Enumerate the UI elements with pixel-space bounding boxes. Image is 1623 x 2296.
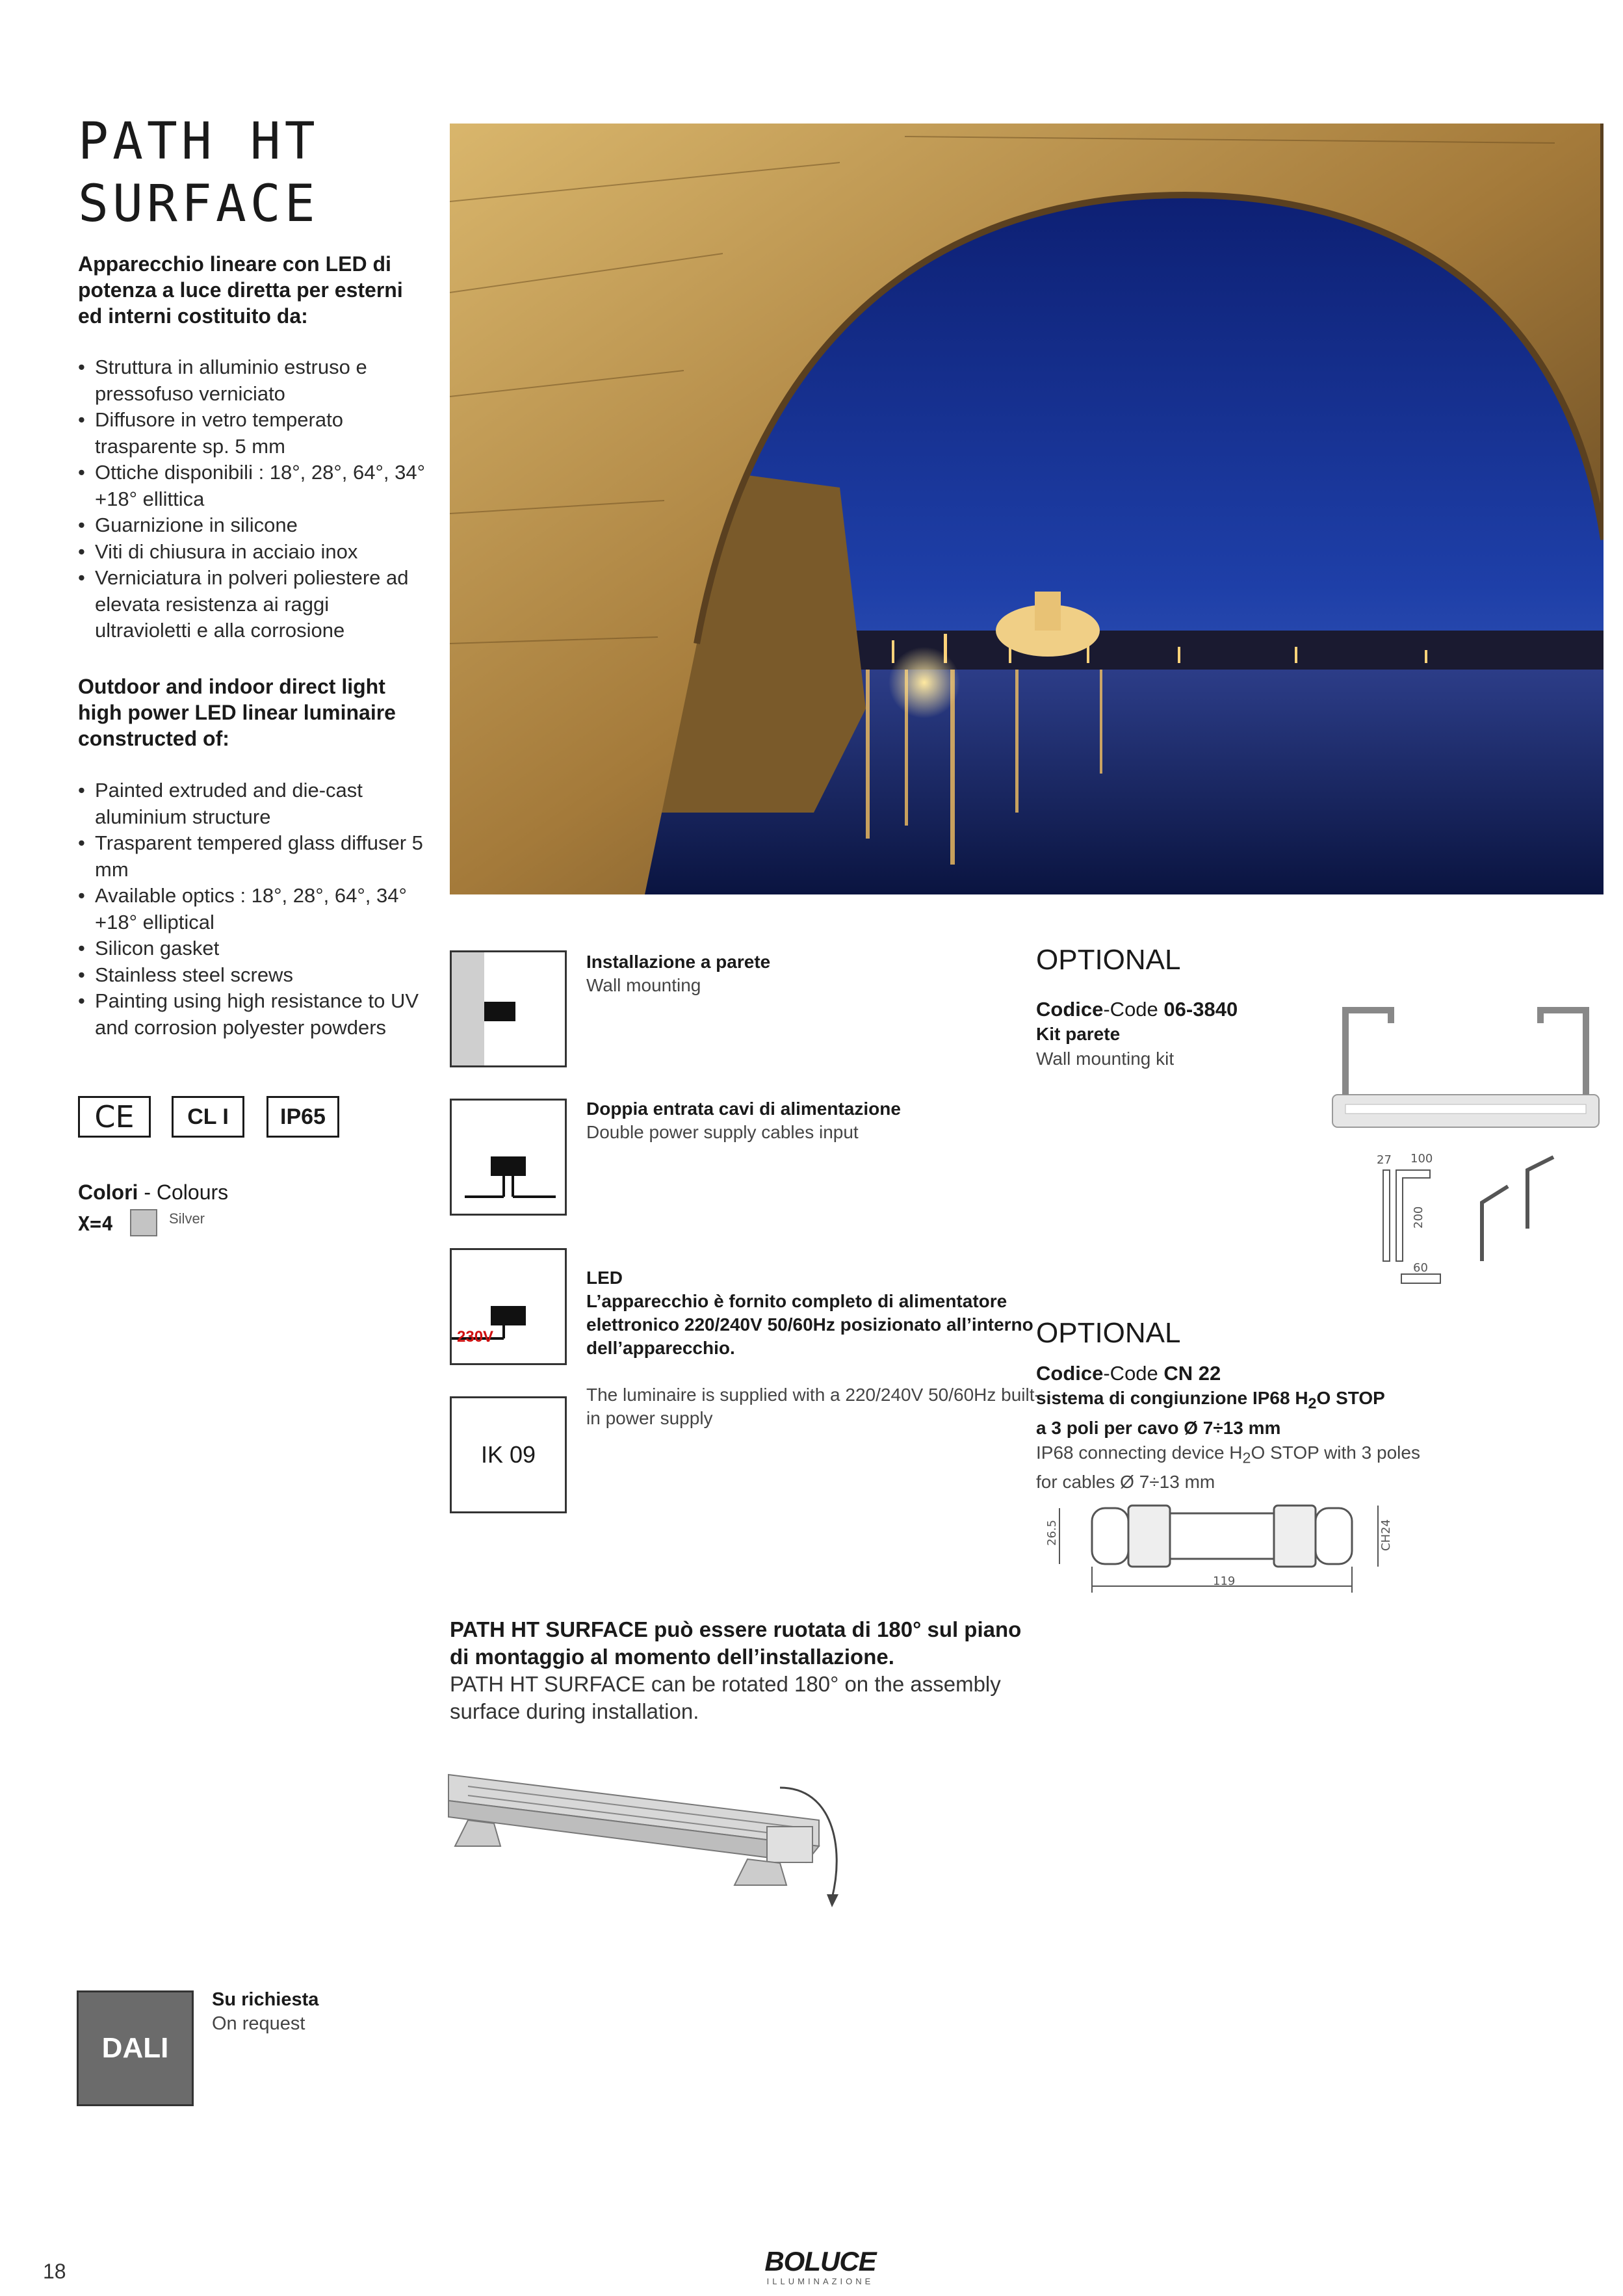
page-number: 18: [43, 2260, 66, 2283]
brand-subtitle: ILLUMINAZIONE: [766, 2276, 874, 2286]
optional-1-name-it: Kit parete: [1036, 1024, 1121, 1044]
connector-drawing: [1033, 1495, 1410, 1599]
dali-on-request-en: On request: [212, 2013, 305, 2034]
rotation-note-en: PATH HT SURFACE can be rotated 180° on the assembly surface during installation.: [450, 1672, 1001, 1723]
ce-mark: CE: [78, 1096, 151, 1138]
dali-on-request: [212, 1988, 318, 2036]
bullet-en-6: • Painting using high resistance to UV and corrosion polyester powders: [78, 988, 429, 1041]
optional-1-code-label-en: -Code: [1103, 998, 1158, 1021]
feature-wall-mounting: [586, 950, 1041, 997]
optional-2-code-label-en: -Code: [1103, 1362, 1158, 1385]
optional-1-heading: OPTIONAL: [1036, 944, 1181, 976]
voltage-label: 230V: [457, 1328, 494, 1346]
feature-3-en: The luminaire is supplied with a 220/240V 50/60Hz built-in power supply: [586, 1385, 1041, 1428]
bullet-en-1: • Painted extruded and die-cast aluminium structure: [78, 777, 429, 830]
dim-119: 119: [1213, 1574, 1236, 1588]
dim-27: 27: [1377, 1153, 1392, 1167]
title-line-1: PATH HT: [78, 112, 319, 171]
bullet-en-4: • Silicon gasket: [78, 935, 429, 962]
feature-led: [586, 1243, 1041, 1454]
bullet-en-2: • Trasparent tempered glass diffuser 5 mm: [78, 830, 429, 883]
optional-2-code-label-it: Codice: [1036, 1362, 1104, 1385]
wall-kit-dimensions-drawing: [1371, 1144, 1566, 1294]
feature-2-it: Doppia entrata cavi di alimentazione: [586, 1099, 901, 1119]
feature-2-en: Double power supply cables input: [586, 1122, 859, 1142]
colours-label-en: Colours: [156, 1181, 229, 1204]
bullet-it-3: • Ottiche disponibili : 18°, 28°, 64°, 34°+18° ellittica: [78, 460, 429, 512]
bullet-en-5: • Stainless steel screws: [78, 962, 429, 989]
wall-kit-image: [1319, 997, 1612, 1140]
optional-2-desc-it-line1: sistema di congiunzione IP68 $H_2O$ STOP: [1036, 1388, 1385, 1412]
optional-1-info: [1036, 997, 1309, 1071]
feature-1-it: Installazione a parete: [586, 952, 771, 972]
dim-26-5: 26.5: [1045, 1519, 1059, 1546]
intro-italian: Apparecchio lineare con LED di potenza a luce diretta per esterni ed interni costituito da:: [78, 252, 403, 328]
optional-1-name-en: Wall mounting kit: [1036, 1049, 1175, 1069]
colour-swatch: [130, 1209, 157, 1236]
optional-2-desc-it-line2: a 3 poli per cavo Ø 7÷13 mm: [1036, 1417, 1281, 1438]
feature-3-it: LED L’apparecchio è fornito completo di alimentatore elettronico 220/240V 50/60Hz posizionato all’interno dell’apparecchio.: [586, 1268, 1033, 1358]
dim-100: 100: [1410, 1152, 1433, 1166]
ik-rating-icon: IK 09: [450, 1396, 567, 1513]
optional-2-desc-en-line1: IP68 connecting device $H_2O$ STOP with 3 poles: [1036, 1442, 1420, 1467]
bullet-it-1: • Struttura in alluminio estruso e pressofuso verniciato: [78, 354, 429, 407]
dim-60: 60: [1413, 1261, 1428, 1275]
optional-1-code-label-it: Codice: [1036, 998, 1104, 1021]
double-cable-input-icon: [450, 1099, 567, 1216]
product-title: [78, 111, 319, 235]
class-badge: CL I: [172, 1096, 244, 1138]
optional-2-heading: OPTIONAL: [1036, 1317, 1181, 1349]
colour-code: X=4: [78, 1213, 114, 1236]
bullet-en-3: • Available optics : 18°, 28°, 64°, 34°+18° elliptical: [78, 883, 429, 935]
optional-2-desc-en-line2: for cables Ø 7÷13 mm: [1036, 1472, 1215, 1493]
bullet-it-2: • Diffusore in vetro temperato trasparente sp. 5 mm: [78, 407, 429, 460]
dim-ch24: CH24: [1379, 1519, 1393, 1551]
bullet-it-5: • Viti di chiusura in acciaio inox: [78, 539, 429, 566]
optional-2-info: [1036, 1361, 1478, 1494]
optional-2-code: CN 22: [1163, 1362, 1221, 1385]
colour-name: Silver: [169, 1210, 205, 1227]
feature-double-cable: [586, 1097, 1041, 1144]
bullet-it-6: • Verniciatura in polveri poliestere ad elevata resistenza ai raggi ultravioletti e alla corrosione: [78, 565, 429, 644]
wall-mounting-icon: [450, 950, 567, 1067]
bullets-english: [78, 777, 429, 1041]
rotation-note: [450, 1616, 1035, 1725]
ip-rating-badge: IP65: [266, 1096, 339, 1138]
power-supply-icon: [450, 1248, 567, 1365]
rotation-luminaire-image: [442, 1749, 858, 1918]
colours-label-it: Colori: [78, 1181, 138, 1204]
intro-english: Outdoor and indoor direct light high power LED linear luminaire constructed of:: [78, 675, 396, 750]
bullet-it-4: • Guarnizione in silicone: [78, 512, 429, 539]
title-line-2: SURFACE: [78, 175, 319, 233]
brand-name: BOLUCE: [764, 2246, 876, 2276]
dim-200: 200: [1412, 1206, 1425, 1229]
dali-on-request-it: Su richiesta: [212, 1989, 319, 2010]
colours-label: Colori - Colours: [78, 1181, 229, 1204]
dali-badge: DALI: [77, 1990, 194, 2106]
boluce-logo: [762, 2247, 879, 2289]
rotation-note-it: PATH HT SURFACE può essere ruotata di 180° sul piano di montaggio al momento dell’installazione.: [450, 1617, 1022, 1669]
bullets-italian: [78, 354, 429, 644]
hero-photo-bridge-arch: [450, 124, 1604, 894]
optional-1-code: 06-3840: [1163, 998, 1238, 1021]
feature-1-en: Wall mounting: [586, 975, 701, 995]
